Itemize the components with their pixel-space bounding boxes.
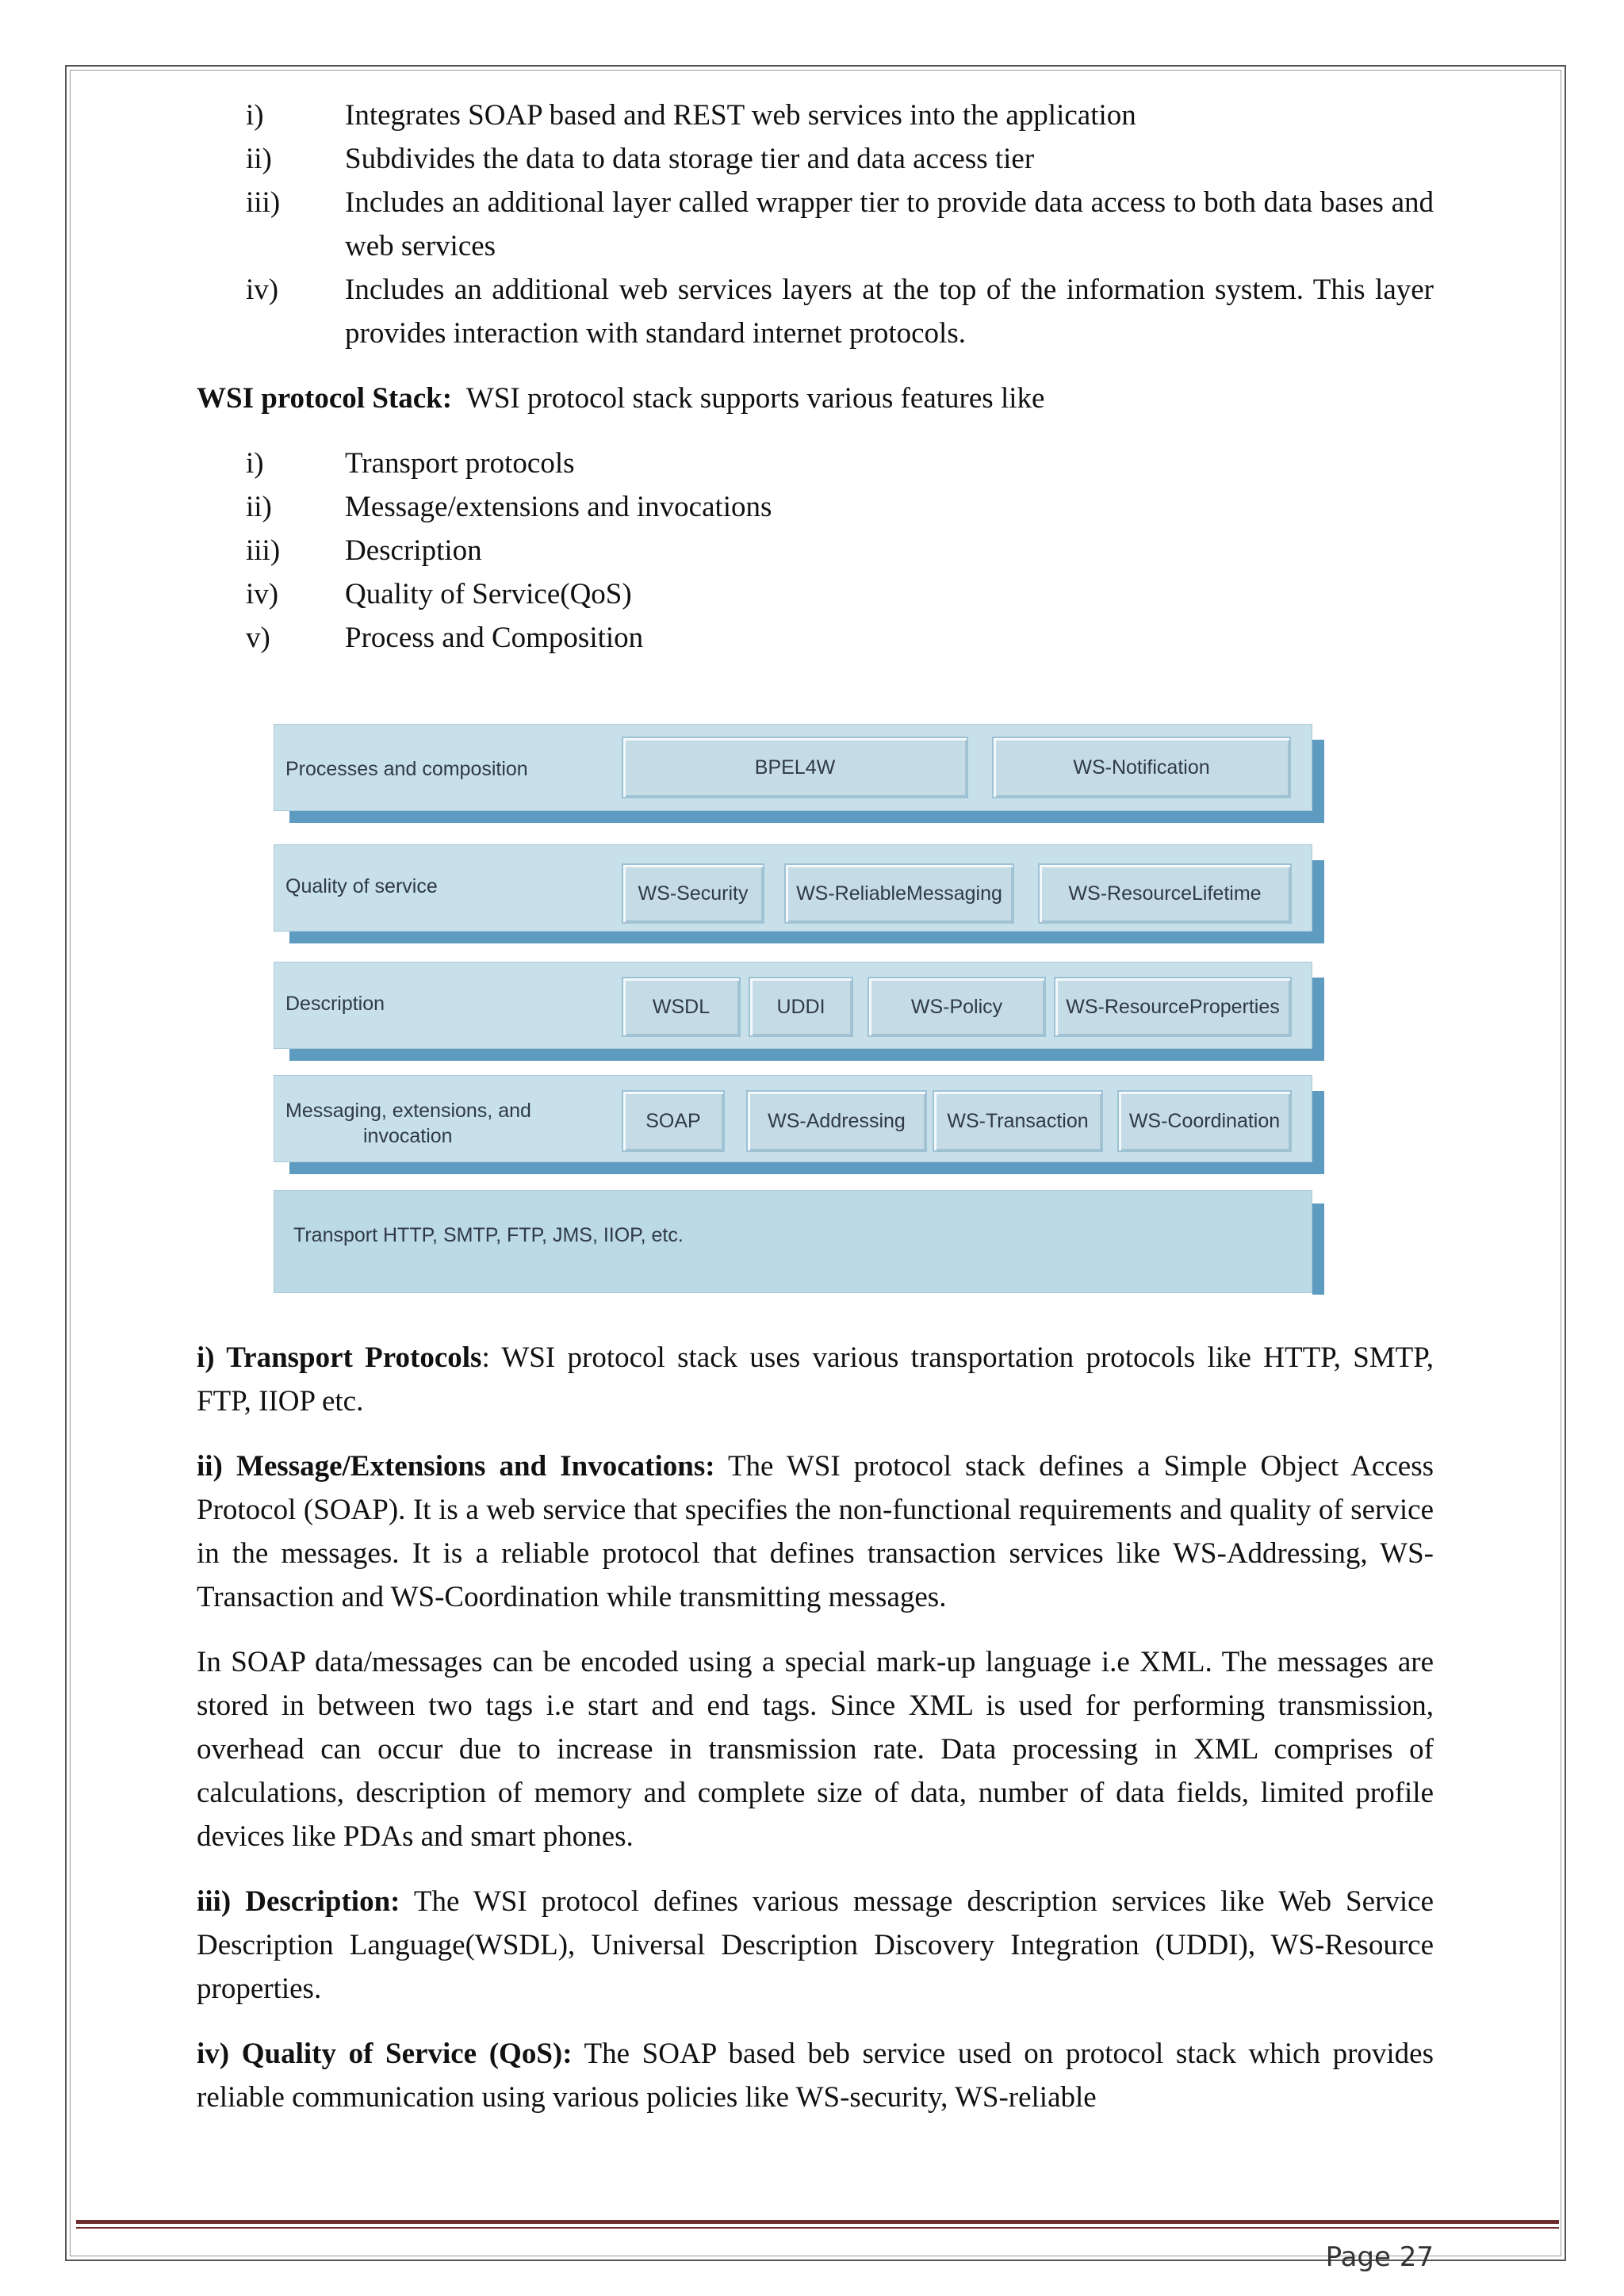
layer-qos xyxy=(274,844,1312,932)
list-text: Message/extensions and invocations xyxy=(345,491,772,523)
section-description xyxy=(197,1880,1434,2011)
layer-description xyxy=(274,962,1312,1049)
list-item xyxy=(197,529,1434,572)
list-text: Subdivides the data to data storage tier and data access tier xyxy=(345,143,1035,175)
box-soap: SOAP xyxy=(622,1090,725,1152)
list-item xyxy=(197,181,1434,268)
layer-shadow xyxy=(289,1049,1324,1061)
wsi-protocol-stack-diagram xyxy=(274,724,1324,1295)
section-qos xyxy=(197,2032,1434,2119)
box-ws-transaction: WS-Transaction xyxy=(933,1090,1103,1152)
box-wsdl: WSDL xyxy=(622,977,741,1037)
box-bpel4w: BPEL4W xyxy=(622,737,968,798)
footer-rule xyxy=(76,2220,1559,2224)
list-text: Integrates SOAP based and REST web services into the application xyxy=(345,99,1136,132)
sections-content xyxy=(197,1336,1434,2119)
section-transport-heading: i) Transport Protocols xyxy=(197,1341,482,1374)
box-uddi: UDDI xyxy=(749,977,853,1037)
soap-paragraph: In SOAP data/messages can be encoded using a special mark-up language i.e XML. The messages are stored in between two tags i.e start and end tags. Since XML is used for performing transmission, overhead can occur due to increase in transmission rate. Data processing in XML comprises of calculations, description of memory and complete size of data, number of data fields, limited profile devices like PDAs and smart phones. xyxy=(197,1646,1434,1853)
features-list xyxy=(197,442,1434,660)
list-number: i) xyxy=(246,447,264,480)
box-ws-reliablemessaging: WS-ReliableMessaging xyxy=(784,863,1014,924)
list-text: Includes an additional web services layers at the top of the information system. This layer provides interaction with standard internet protocols. xyxy=(345,274,1434,350)
layer-label: Messaging, extensions, and xyxy=(285,1100,531,1122)
stack-heading-text: WSI protocol stack supports various features like xyxy=(452,382,1045,415)
layer-processes xyxy=(274,724,1312,811)
box-ws-addressing: WS-Addressing xyxy=(746,1090,927,1152)
list-item xyxy=(197,572,1434,616)
list-number: iii) xyxy=(246,534,281,567)
stack-heading-bold: WSI protocol Stack: xyxy=(197,382,453,415)
section-qos-heading: iv) Quality of Service (QoS): xyxy=(197,2038,573,2070)
box-ws-resourceproperties: WS-ResourceProperties xyxy=(1054,977,1292,1037)
list-number: ii) xyxy=(246,491,272,523)
list-text: Process and Composition xyxy=(345,622,644,654)
layer-shadow xyxy=(289,811,1324,823)
list-text: Quality of Service(QoS) xyxy=(345,578,632,610)
list-item xyxy=(197,616,1434,660)
section-transport xyxy=(197,1336,1434,1423)
section-qos-text: The SOAP based beb service used on protocol stack which provides reliable communication using various policies like WS-security, WS-reliable xyxy=(197,2038,1434,2114)
list-text: Transport protocols xyxy=(345,447,575,480)
intro-list xyxy=(197,94,1434,355)
page-number: Page 27 xyxy=(1325,2241,1434,2273)
layer-label: Quality of service xyxy=(285,875,438,897)
section-messaging-text: The WSI protocol stack defines a Simple Object Access Protocol (SOAP). It is a web service that specifies the non-functional requirements and quality of service in the messages. It is a reliable protocol that defines transaction services like WS-Addressing, WS-Transaction and WS-Coordination while transmitting messages. xyxy=(197,1450,1434,1613)
list-item xyxy=(197,137,1434,181)
list-number: ii) xyxy=(246,143,272,175)
box-ws-notification: WS-Notification xyxy=(992,737,1291,798)
list-number: iv) xyxy=(246,274,279,306)
list-number: i) xyxy=(246,99,264,132)
layer-shadow xyxy=(1312,1203,1324,1295)
list-number: iii) xyxy=(246,186,281,219)
list-item xyxy=(197,442,1434,485)
list-number: v) xyxy=(246,622,270,654)
section-messaging-heading: ii) Message/Extensions and Invocations: xyxy=(197,1450,715,1483)
section-messaging xyxy=(197,1445,1434,1619)
section-transport-text: : WSI protocol stack uses various transportation protocols like HTTP, SMTP, FTP, IIOP etc. xyxy=(197,1341,1434,1418)
layer-label: Transport HTTP, SMTP, FTP, JMS, IIOP, etc. xyxy=(293,1224,684,1246)
list-item xyxy=(197,94,1434,137)
list-item xyxy=(197,485,1434,529)
box-ws-policy: WS-Policy xyxy=(868,977,1046,1037)
layer-label: Description xyxy=(285,993,385,1015)
box-ws-security: WS-Security xyxy=(622,863,764,924)
layer-transport xyxy=(274,1190,1312,1293)
list-text: Description xyxy=(345,534,482,567)
layer-shadow xyxy=(289,1162,1324,1174)
box-ws-resourcelifetime: WS-ResourceLifetime xyxy=(1038,863,1292,924)
list-text: Includes an additional layer called wrapper tier to provide data access to both data bases and web services xyxy=(345,186,1434,262)
section-description-text: The WSI protocol defines various message description services like Web Service Description Language(WSDL), Universal Description Discovery Integration (UDDI), WS-Resource properties. xyxy=(197,1885,1434,2005)
layer-label: Processes and composition xyxy=(285,758,528,780)
footer-rule-thin xyxy=(76,2227,1559,2229)
list-item xyxy=(197,268,1434,355)
layer-label: invocation xyxy=(363,1125,453,1147)
list-number: iv) xyxy=(246,578,279,610)
layer-messaging xyxy=(274,1075,1312,1162)
page-content xyxy=(197,94,1434,660)
section-description-heading: iii) Description: xyxy=(197,1885,400,1918)
stack-heading xyxy=(197,377,1434,420)
box-ws-coordination: WS-Coordination xyxy=(1117,1090,1292,1152)
layer-shadow xyxy=(289,932,1324,943)
